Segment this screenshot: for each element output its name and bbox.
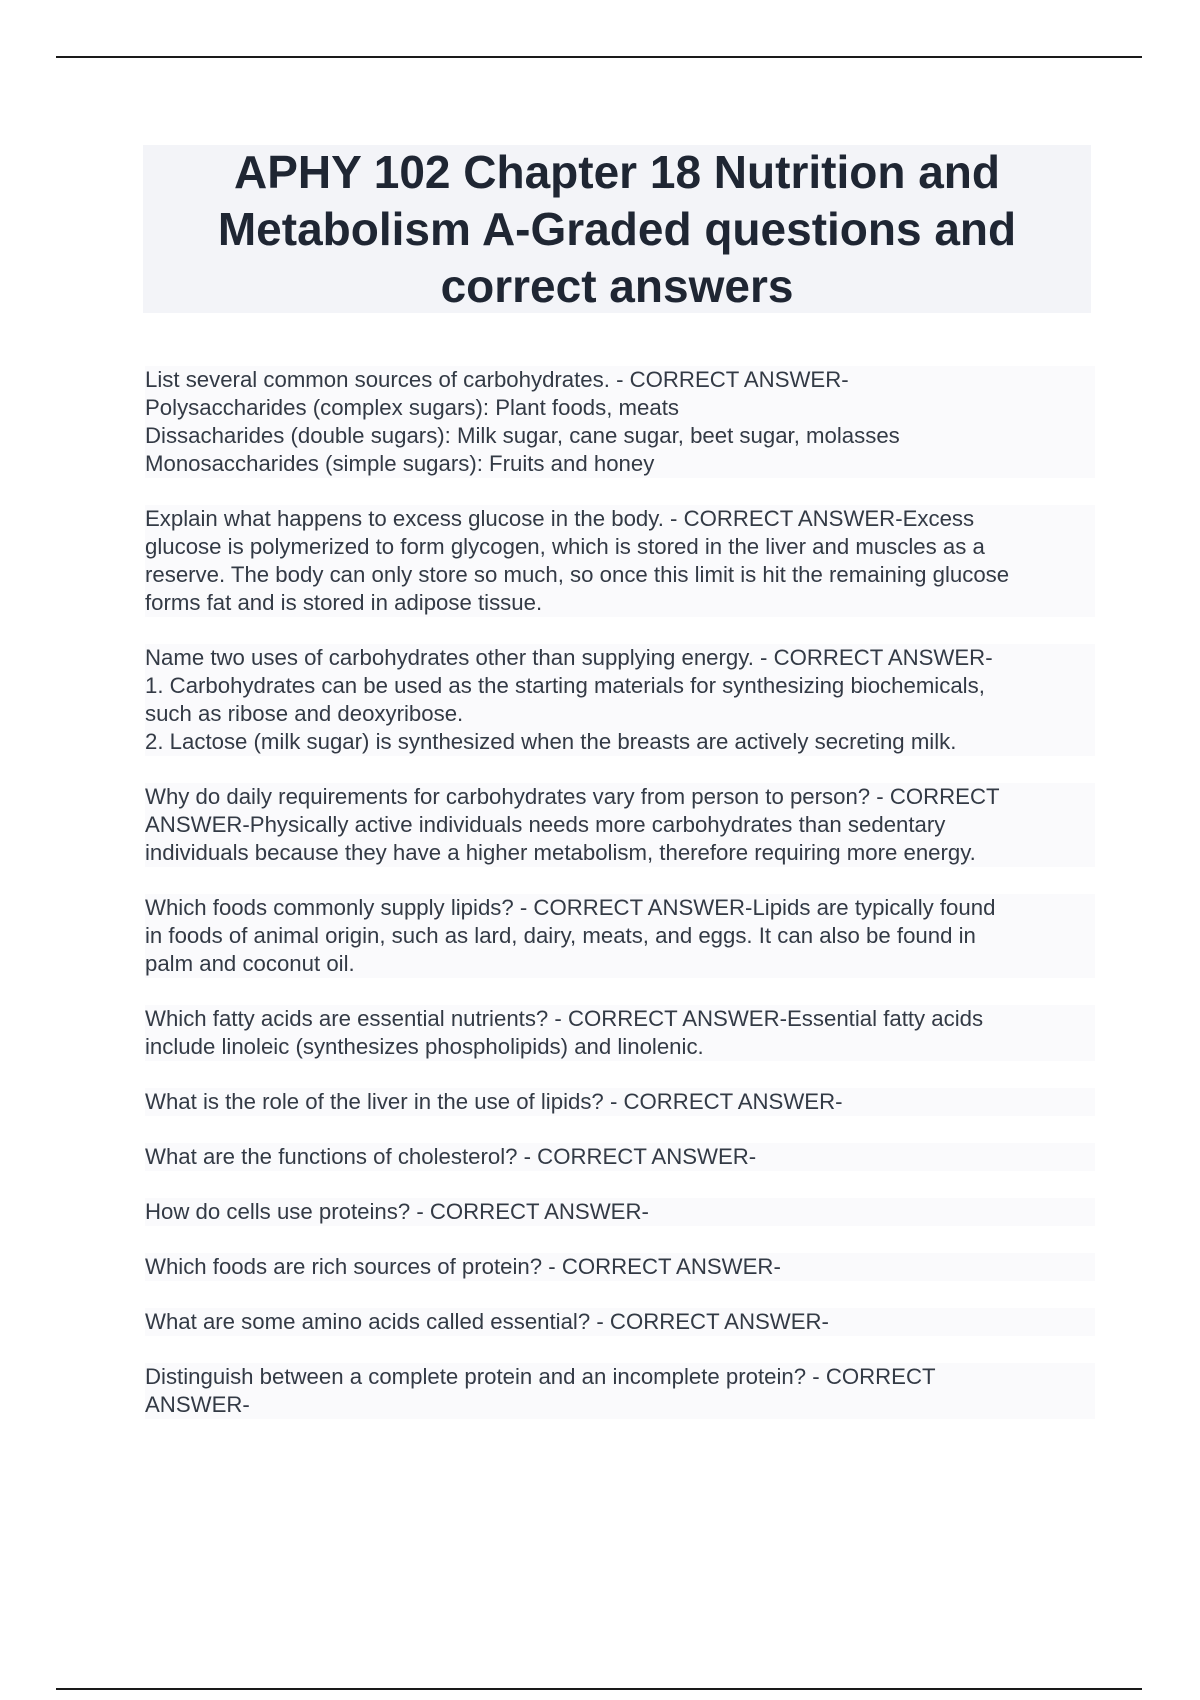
qa-item (145, 1198, 1095, 1226)
qa-line: What are some amino acids called essential? - CORRECT ANSWER- (145, 1309, 829, 1334)
qa-item (145, 1308, 1095, 1336)
qa-item (145, 1088, 1095, 1116)
qa-line: List several common sources of carbohydrates. - CORRECT ANSWER- (145, 367, 849, 392)
qa-line: ANSWER- (145, 1392, 250, 1417)
top-rule (56, 56, 1142, 58)
qa-line: Name two uses of carbohydrates other than supplying energy. - CORRECT ANSWER- (145, 645, 993, 670)
qa-item (145, 783, 1095, 867)
qa-item (145, 505, 1095, 617)
qa-line: such as ribose and deoxyribose. (145, 701, 464, 726)
qa-line: forms fat and is stored in adipose tissue. (145, 590, 543, 615)
qa-line: Which fatty acids are essential nutrients? - CORRECT ANSWER-Essential fatty acids (145, 1006, 984, 1031)
qa-item (145, 1363, 1095, 1419)
bottom-rule (56, 1688, 1142, 1690)
qa-line: include linoleic (synthesizes phospholipids) and linolenic. (145, 1034, 704, 1059)
qa-item (145, 1143, 1095, 1171)
qa-item (145, 366, 1095, 478)
qa-line: individuals because they have a higher metabolism, therefore requiring more energy. (145, 840, 976, 865)
qa-line: Which foods commonly supply lipids? - CORRECT ANSWER-Lipids are typically found (145, 895, 996, 920)
title-banner (143, 145, 1091, 313)
qa-line: reserve. The body can only store so much, so once this limit is hit the remaining glucose (145, 562, 1010, 587)
qa-item (145, 894, 1095, 978)
document-title: APHY 102 Chapter 18 Nutrition and Metabolism A-Graded questions and correct answers (217, 145, 1017, 312)
qa-item (145, 1253, 1095, 1281)
qa-item (145, 1005, 1095, 1061)
qa-list (145, 366, 1095, 1446)
qa-line: Which foods are rich sources of protein? - CORRECT ANSWER- (145, 1254, 781, 1279)
qa-line: 1. Carbohydrates can be used as the starting materials for synthesizing biochemicals, (145, 673, 985, 698)
qa-line: palm and coconut oil. (145, 951, 355, 976)
qa-line: Monosaccharides (simple sugars): Fruits and honey (145, 451, 655, 476)
qa-line: Distinguish between a complete protein and an incomplete protein? - CORRECT (145, 1364, 936, 1389)
qa-line: What is the role of the liver in the use of lipids? - CORRECT ANSWER- (145, 1089, 843, 1114)
qa-item (145, 644, 1095, 756)
qa-line: How do cells use proteins? - CORRECT ANSWER- (145, 1199, 649, 1224)
qa-line: Dissacharides (double sugars): Milk sugar, cane sugar, beet sugar, molasses (145, 423, 900, 448)
qa-line: Polysaccharides (complex sugars): Plant foods, meats (145, 395, 679, 420)
qa-line: Why do daily requirements for carbohydrates vary from person to person? - CORRECT (145, 784, 1000, 809)
qa-line: in foods of animal origin, such as lard, dairy, meats, and eggs. It can also be found in (145, 923, 976, 948)
qa-line: 2. Lactose (milk sugar) is synthesized when the breasts are actively secreting milk. (145, 729, 957, 754)
qa-line: Explain what happens to excess glucose in the body. - CORRECT ANSWER-Excess (145, 506, 975, 531)
qa-line: What are the functions of cholesterol? - CORRECT ANSWER- (145, 1144, 757, 1169)
qa-line: ANSWER-Physically active individuals needs more carbohydrates than sedentary (145, 812, 946, 837)
qa-line: glucose is polymerized to form glycogen, which is stored in the liver and muscles as a (145, 534, 985, 559)
